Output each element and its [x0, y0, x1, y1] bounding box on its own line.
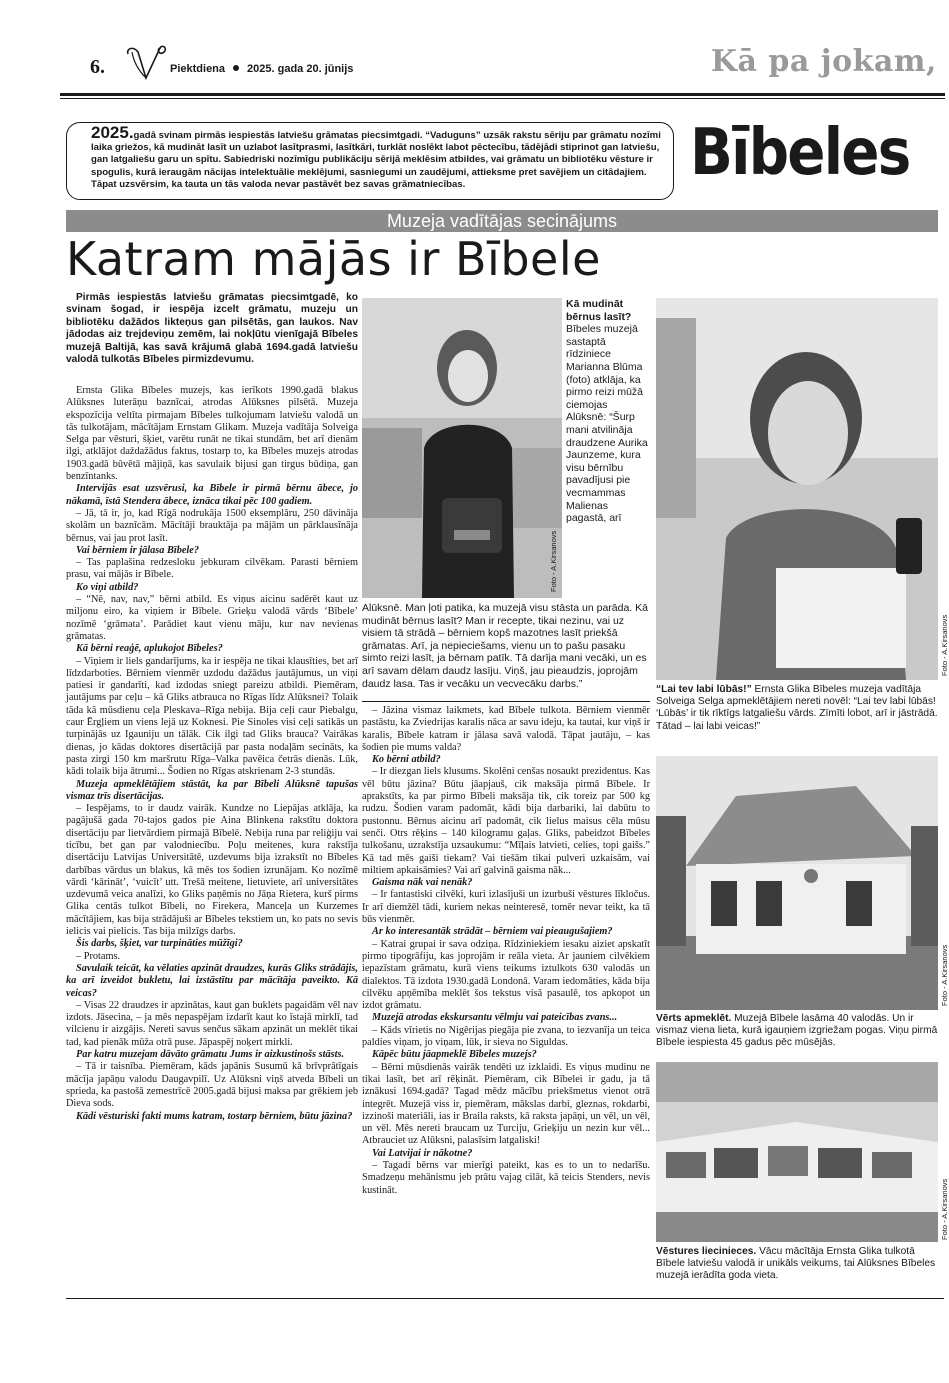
interview-paragraph: – Visas 22 draudzes ir apzinātas, kaut gan buklets pagaidām vēl nav izdots. Jāsecina, – ja mēs nepaspējam izdarīt kaut ko īstajā mirklī, tad vilcienu ir aizgājis. Nereti savus senčus sākam apzināt un meklēt tikai tad, kad pienāk mūža otrā puse. Jāpaspēj noķert mirkli.	[66, 999, 358, 1048]
interview-paragraph: – Iespējams, to ir daudz vairāk. Kundze no Liepājas atklāja, ka pagājušā gada 70-tajos gados pie Aina Blinkena rakstītu doktora disertāciju par lietvārdiem pirmajā Bībelē. Nebija runa par reliģiju vai ticību, bet gan par valodniecību. Poļu meitenes, kura rakstīja disertāciju Latvijas Universitātē, uzdevums bija izrakstīt no Bībeles darbības vārdus un blakus, kā mēs tos šodien izrunājam. Ko nozīmē vārdi ‘kārināt’, ‘vuicīt’ utt. Trešā meitene, lietuviete, arī universitātes uzdevumā veica analīzi, ko Gliks paņēmis no Jāņa Rietera, kurš pirms Glika centās tulkot Bībeli, no Firekera, Manceļa un Kurzemes mācītājiem, kas bija strādājuši ar Bībeles tekstiem un, ko pats no sevis ielicis vai pielicis. Tas bija milzīgs darbs.	[66, 803, 358, 938]
issue-date	[170, 63, 353, 75]
interview-question: Šis darbs, šķiet, var turpināties mūžīgi?	[76, 938, 243, 950]
interview-question: Ar ko interesantāk strādāt – bērniem vai pieaugušajiem?	[372, 926, 613, 938]
interview-question: Muzeja apmeklētājiem stāstāt, ka par Bībeli Alūksnē tapušas vismaz trīs disertācijas.	[66, 778, 358, 802]
caption-2-text: Muzejā Bībele lasāma 40 valodās. Un ir vismaz viena lieta, kurā igauņiem izgriežam pogas. Viņu pirmā Bībele iespiesta 45 gadus pēc mūsējās.	[656, 1013, 938, 1049]
interview-paragraph: – Ir fantastiski cilvēki, kuri izlasījuši un izurbuši vēstures līkločus. Ir arī diemžēl tādi, kuriem nekas neinteresē, tomēr nevar teikt, ka tā būs vienmēr.	[362, 889, 650, 926]
photo-caption-1	[656, 684, 938, 733]
section-rubric: Kā pa jokam,	[710, 44, 937, 79]
interview-paragraph: Ernsta Glika Bībeles muzejs, kas ierīkots 1990.gadā blakus Alūksnes luterāņu baznīcai, atrodas Alūksnes pilsētā. Muzeja ekspozīcija veltīta pirmajam Bībeles tulkojumam latviešu valodā un tās tulkotājam, mācītājam Ernstam Glikam. Muzeja vadītāja Solveiga Selga par vēsturi, šķiet, varētu runāt ne tikai stundām, bet arī dienām ilgi, atklājot daždažādus faktus, tostarp to, ka Bībeles muzejs atrodas 1903.gadā būvētā mājiņā, kas savulaik bijusi gan tirgus būdiņa, gan benzīntanks.	[66, 385, 358, 483]
interview-paragraph: – Katrai grupai ir sava odziņa. Rīdziniekiem iesaku aiziet apskatīt pirmo tipogrāfiju, kas joprojām ir reāla vieta. Ar jauniem cilvēkiem iepazīstam grāmatu, kurā viens teikums iztulkots 630 valodās un dialektos. Tā izdota 1930.gadā Londonā. Varam iedomāties, kāda bija cilvēku apņēmība meklēt šos tekstus visā pasaulē, tos apkopot un izdot grāmatu.	[362, 938, 650, 1012]
interview-question: Ko bērni atbild?	[372, 754, 441, 766]
interview-question: Muzejā atrodas ekskursantu vēlmju vai pateicības zvans...	[372, 1012, 618, 1024]
series-title: Bībeles	[690, 116, 910, 190]
photo-museum-director-image	[362, 298, 562, 598]
photo-credit-3: Foto - A.Kirsanovs	[940, 944, 949, 1006]
caption-3-text: Vācu mācītāja Ernsta Glika tulkotā Bībele latviešu valodā ir unikāls veikums, tai Alūksnes Bībeles muzejā ierādīta goda vieta.	[656, 1246, 936, 1282]
issue-day: Piektdiena	[170, 63, 226, 75]
caption-1-text: Ernsta Glika Bībeles muzeja vadītāja Solveiga Selga apmeklētājiem nereti novēl: “Lai tev labi lūbās! ‘Lūbās’ ir tik rīktīgs latgaliešu vārds. Zīmīti lobot, arī ir jāstrādā. Tātad – lai labi veicas!”	[656, 684, 938, 732]
interview-paragraph: – Ir diezgan liels klusums. Skolēni cenšas nosaukt prezidentus. Kas vēl būtu jāzina? Būtu jāapjauš, cik maksāja pirmā Bībele. Ir aprakstīts, ka par pirmo Bībeli maksāja tik, cik toreiz par 500 kg rudzu. Šodien varam padomāt, kādi bija darbariki, lai dabūtu to pustonnu. Bērnus aicinu arī padomāt, cik lielus maisus cēla mūsu senči. Otrs rēķins – 140 kilogramu gaļas. Gliks, pabeidzot Bībeles tulkošanu, uzrakstīja uzsaukumu: “Mīļais latvieti, celies, topi gaišs.” Kā tad mēs gaiši tiekam? Vai tiešām tikai pulveri uzkaisām, vai miltiem apkaisāmies? Vai arī galvinā gaisma nāk...	[362, 766, 650, 876]
intro-text: gadā svinam pirmās iespiestās latviešu grāmatas piecsimtgadi. “Vaduguns” uzsāk rakstu sēriju par grāmatu nozīmi laika griežos, kā mudināt lasīt un uzlabot lasītprasmi, lasītkāri, turklāt noslēkt labot pēctecību, tādējādi stiprinot gan latviešu, gan latgaliešu garu un spītu. Sabiedriski nozīmīgu publikāciju sērijā meklēsim atbildes, vai grāmatu un bibliotēku vēsture ir spogulis, kurā ieraugām nācijas intelektuālie meklējumi, sasniegumi un zaudējumi, attieksme pret savējiem un citādajiem. Tāpat uzsvērsim, ka tauta un tās valoda nevar pastāvēt bez savas grāmatniecības.	[91, 130, 661, 190]
photo-credit-2: Foto - A.Kirsanovs	[940, 614, 949, 676]
interview-question: Ko viņi atbild?	[76, 581, 139, 593]
bottom-rule	[66, 1298, 944, 1299]
photo-museum-exhibits	[656, 1062, 938, 1242]
sidebar-text: Bībeles muzejā sastaptā rīdziniece Marianna Blūma (foto) atklāja, ka pirmo reizi mūžā ciemojas Alūksnē: “Šurp mani atvilināja draudzene Aurika Jaunzeme, kura visu bērnību pavadījusi pie vecmammas Malienas pagastā, arī	[566, 323, 648, 525]
band-title: Muzeja vadītājas secinājums	[386, 211, 618, 231]
interview-paragraph: – Jā, tā ir, jo, kad Rīgā nodrukāja 1500 eksemplāru, 250 dāvināja skolām un baznīcām. Mācītāji brauktāja pa mājām un pārklausīnāja bērnus, vai jau prot lasīt.	[66, 507, 358, 544]
photo-museum-building	[656, 756, 938, 1010]
page-header	[60, 44, 945, 92]
photo-museum-building-image	[656, 756, 938, 1010]
article-column-2	[362, 705, 650, 1295]
interview-question: Par katru muzejam dāvāto grāmatu Jums ir aizkustinošs stāsts.	[76, 1049, 345, 1061]
article-column-1	[66, 385, 358, 1293]
photo-visitor	[656, 298, 938, 680]
photo-credit-1: Foto - A.Kirsanovs	[549, 530, 558, 592]
interview-question: Kādi vēsturiski fakti mums katram, tostarp bērniem, būtu jāzina?	[76, 1110, 353, 1122]
interview-paragraph: – Kāds vīrietis no Nigērijas piegāja pie zvana, to iezvanīja un teica paldies viņam, jo viņam, lūk, ir sieva no Siguldas.	[362, 1024, 650, 1049]
photo-caption-2	[656, 1013, 938, 1050]
caption-3-lead: Vēstures liecinieces.	[656, 1246, 757, 1257]
article-lead: Pirmās iespiestās latviešu grāmatas piecsimtgadē, ko svinam šogad, ir iespēja izcelt grāmatu, muzeju un bibliotēku dažādos likteņus gan pilsētās, gan laukos. Nav jādodas aiz trejdeviņu zemēm, lai nokļūtu vienīgajā Bībeles muzejā Baltijā, kas savā krājumā glabā 1694.gadā latviešu valodā tulkotās Bībeles pirmizdevumu.	[66, 292, 358, 366]
caption-1-lead: “Lai tev labi lūbās!”	[656, 684, 752, 695]
interview-paragraph: – Tas paplašina redzesloku jebkuram cilvēkam. Parasti bērniem prasu, vai mājās ir Bībele.	[66, 557, 358, 581]
sidebar-title: Kā mudināt bērnus lasīt?	[566, 298, 632, 323]
section-band	[66, 210, 938, 232]
interview-paragraph: – Tā ir taisnība. Piemēram, kāds japānis Susumū kā brīvprātīgais mācīja japāņu valodu Daugavpilī. Uz Alūksni viņš atveda Bībeli un sprieda, ka pastošā zemestrīcē 2005.gadā bijusi maksa par grēkiem jeb Dieva sods.	[66, 1061, 358, 1110]
interview-paragraph: – Jāzina vismaz laikmets, kad Bībele tulkota. Bērniem vienmēr pastāstu, ka Zviedrijas karalis nāca ar savu ideju, ka tautai, kur viņš ir karalis, Bībele katram ir jālasa savā valodā. Tāpat jautāju, – kas šodien pie mums valda?	[362, 705, 650, 753]
intro-year: 2025.	[91, 123, 134, 142]
interview-paragraph: – Viņiem ir liels gandarījums, ka ir iespēja ne tikai klausīties, bet arī līdzdarboties. Bērniem vienmēr uzdodu dažādus jautājumus, un viņi patiesi ir gandarīti, kad izdodas sniegt pareizu atbildi. Piemēram, jautājums par ceļu – kā Gliks atbrauca no Rīgas līdz Alūksnei? Tolaik tāda kā mūsdienu ceļa Pleskava–Rīga nebija. Bija ceļi caur Piebalgu, caur Ērgļiem un viens lejā uz Koknesi. Pie Sinoles visi ceļi satikās un turpinājās uz Igauniju un tālāk. Cik ilgi tad Gliks brauca? Vairākas dienas, jo kādas doktores disertācijā par pasta nodaļām secināts, ka pasta zirgi 150 km maršrutu Rīga–Valka pavēica četrās dienās. Lūk, kādi tolaik bija ātrumi... Šodien no Rīgas atskrienam 2-3 stundās.	[66, 655, 358, 778]
article-headline: Katram mājās ir Bībele	[66, 232, 601, 286]
interview-paragraph: – Protams.	[76, 950, 121, 962]
page-number: 6.	[90, 56, 105, 78]
interview-question: Savulaik teicāt, ka vēlaties apzināt draudzes, kurās Gliks strādājis, ka arī izveidot bukletu, lai izstāstītu par mācītāja paveikto. Kā veicas?	[66, 962, 358, 999]
sidebar-box	[566, 298, 650, 604]
photo-visitor-image	[656, 298, 938, 680]
sidebar-continued: Alūksnē. Man ļoti patika, ka muzejā visu stāsta un parāda. Kā mudināt bērnus lasīt? Man ir recepte, tikai nezinu, vai uz visiem tā strādā – bērniem kopš mazotnes lasīt priekšā grāmatas. Arī, ja nepieciešams, vienu un to pašu pasaku simto reizi lasīt, ja bērnam patīk. Tā darīja mani vecāki, un es arī savam dēlam daudz lasīju. Viņš, jau pieaudzis, joprojām daudz lasa. Tas ir vecāku un vecvecāku darbs.”	[362, 602, 648, 690]
interview-question: Vai bērniem ir jālasa Bībele?	[76, 544, 199, 556]
interview-question: Vai Latvijai ir nākotne?	[372, 1147, 473, 1159]
newspaper-logo-icon	[124, 44, 168, 84]
photo-museum-director	[362, 298, 562, 598]
header-rule	[60, 93, 945, 96]
interview-question: Gaisma nāk vai nenāk?	[372, 877, 473, 889]
interview-question: Intervijās esat uzsvērusi, ka Bībele ir pirmā bērnu ābece, jo nākamā, īstā Stendera ābece, iznāca tikai pēc 100 gadiem.	[66, 483, 358, 507]
issue-date-text: 2025. gada 20. jūnijs	[247, 63, 354, 75]
photo-caption-3	[656, 1246, 938, 1283]
interview-question: Kāpēc būtu jāapmeklē Bībeles muzejs?	[372, 1049, 537, 1061]
interview-paragraph: – Bērni mūsdienās vairāk tendēti uz izklaidi. Es viņus mudinu ne tikai lasīt, bet arī rēķināt. Piemēram, cik Bībelei ir gadu, ja tā iznākusi 1694.gadā? Tagad mēdz mācību priekšmetus vienot otrā integrēt. Muzejā viss ir, piemēram, mākslas darbi, gleznas, rokdarbi, izzinoši materiāli, ias ir Braila raksts, kā raksta japāņi, un vēl, un vēl, un vēl. Mēs nereti braucam uz Turciju, Grieķiju un nezin kur vēl... Atbrauciet uz Alūksni, palasīsim latgaliski!	[362, 1061, 650, 1147]
interview-question: Kā bērni reaģē, aplukojot Bībeles?	[76, 643, 223, 655]
interview-paragraph: – “Nē, nav, nav,” bērni atbild. Es viņus aicinu sadērēt kaut uz miljonu eiro, ka viņiem ir Bībele. Grieķu valodā vārds ‘Bībele’ nozīmē ‘grāmata’. Parādiet kaut vienu māju, kur nav nevienas grāmatas.	[66, 594, 358, 642]
photo-credit-4: Foto - A.Kirsanovs	[940, 1178, 949, 1240]
photo-museum-exhibits-image	[656, 1062, 938, 1242]
interview-paragraph: – Tagadi bērns var mierīgi pateikt, kas es to un to nedarīšu. Smadzeņu mehānismu jeb prātu vajag cilāt, kā teicis Stenders, nevis kustināt.	[362, 1159, 650, 1196]
separator-dot	[233, 65, 239, 71]
sidebar-divider	[362, 701, 650, 702]
header-rule-thin	[60, 98, 945, 99]
series-intro-box	[66, 122, 674, 200]
caption-2-lead: Vērts apmeklēt.	[656, 1013, 732, 1024]
